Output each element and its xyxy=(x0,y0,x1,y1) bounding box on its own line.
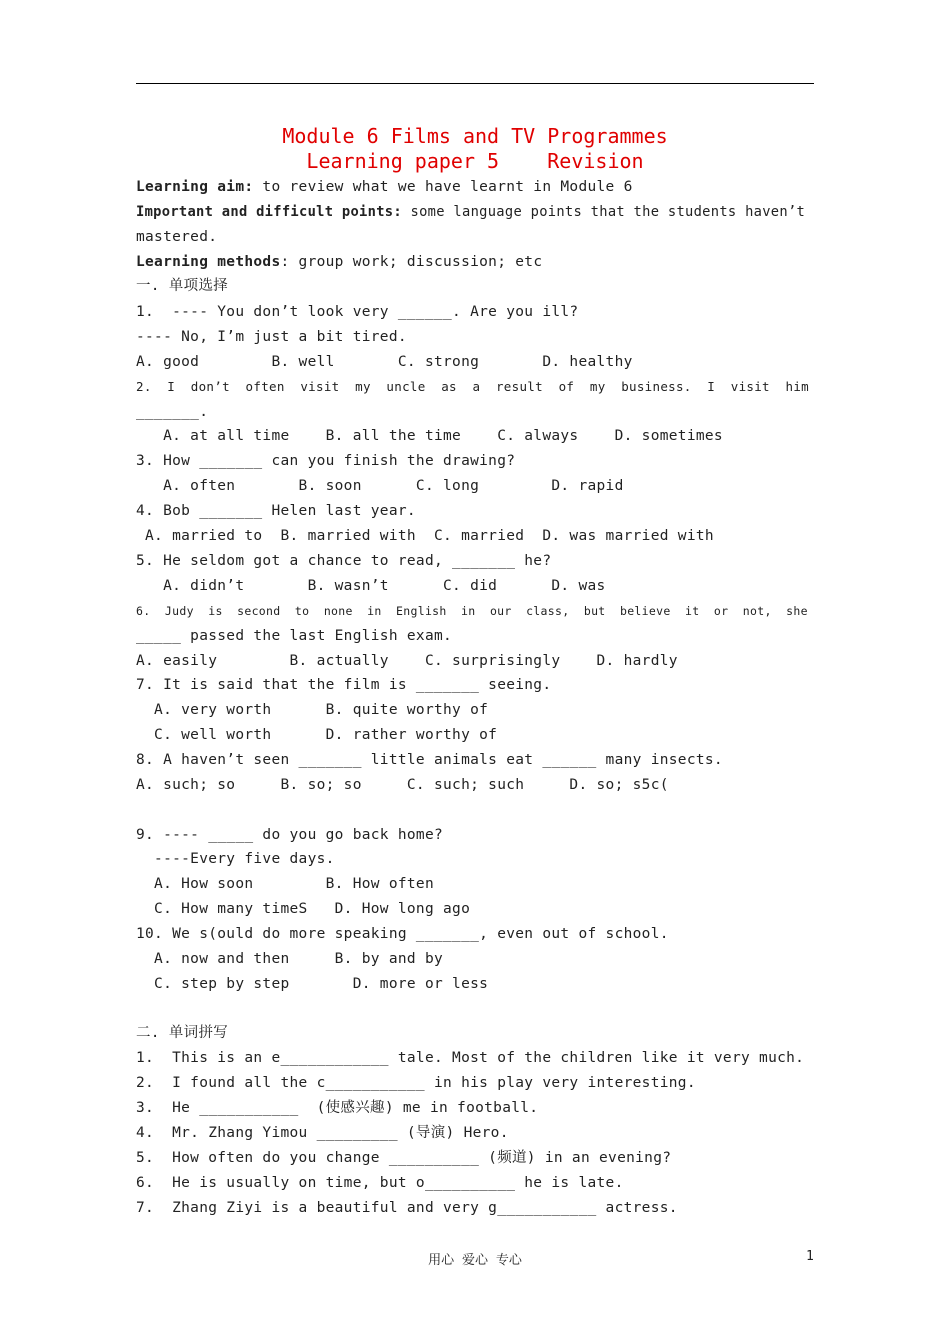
q1-line-1: 1. ---- You don’t look very ______. Are you ill? xyxy=(136,304,579,320)
aim-text: to review what we have learnt in Module 6 xyxy=(253,179,633,195)
q5-line: 5. He seldom got a chance to read, _______ he? xyxy=(136,553,552,569)
methods-label: Learning methods xyxy=(136,254,281,270)
methods-text: : group work; discussion; etc xyxy=(280,254,543,270)
spelling-7: 7. Zhang Ziyi is a beautiful and very g___________ actress. xyxy=(136,1200,678,1216)
q4-line: 4. Bob _______ Helen last year. xyxy=(136,503,416,519)
important-points-cont: mastered. xyxy=(136,229,218,245)
spelling-1: 1. This is an e____________ tale. Most of the children like it very much. xyxy=(136,1050,805,1066)
q10-options-1: A. now and then B. by and by xyxy=(136,951,444,967)
q10-options-2: C. step by step D. more or less xyxy=(136,976,489,992)
q9-options-2: C. How many timeS D. How long ago xyxy=(136,901,471,917)
spelling-3: 3. He ___________ (使感兴趣) me in football. xyxy=(136,1100,539,1116)
q5-options: A. didn’t B. wasn’t C. did D. was xyxy=(136,578,606,594)
q9-line-1: 9. ---- _____ do you go back home? xyxy=(136,827,444,843)
section-2-title: 二. 单词拼写 xyxy=(136,1025,229,1041)
q6-options: A. easily B. actually C. surprisingly D. hardly xyxy=(136,653,678,669)
q6-line-2: _____ passed the last English exam. xyxy=(136,628,453,644)
q7-options-1: A. very worth B. quite worthy of xyxy=(136,702,489,718)
page-number: 1 xyxy=(806,1249,814,1264)
q2-line-1: 2. I don’t often visit my uncle as a result of my business. I visit him xyxy=(136,379,810,394)
q8-options: A. such; so B. so; so C. such; such D. so; s5c( xyxy=(136,777,669,793)
q1-line-2: ---- No, I’m just a bit tired. xyxy=(136,329,407,345)
points-text: some language points that the students haven’t xyxy=(401,204,806,220)
section-1-title: 一. 单项选择 xyxy=(136,278,229,294)
learning-methods xyxy=(136,252,542,272)
q9-line-2: ----Every five days. xyxy=(136,851,335,867)
spelling-2: 2. I found all the c___________ in his play very interesting. xyxy=(136,1075,696,1091)
spelling-4: 4. Mr. Zhang Yimou _________ (导演) Hero. xyxy=(136,1125,509,1141)
learning-aim xyxy=(136,177,633,197)
important-points xyxy=(136,202,805,222)
header-rule xyxy=(136,83,814,84)
q3-line: 3. How _______ can you finish the drawing? xyxy=(136,453,516,469)
q9-options-1: A. How soon B. How often xyxy=(136,876,434,892)
spelling-6: 6. He is usually on time, but o__________ he is late. xyxy=(136,1175,624,1191)
q7-options-2: C. well worth D. rather worthy of xyxy=(136,727,498,743)
q7-line: 7. It is said that the film is _______ seeing. xyxy=(136,677,552,693)
q2-options: A. at all time B. all the time C. always D. sometimes xyxy=(136,428,723,444)
q10-line: 10. We s(ould do more speaking _______, even out of school. xyxy=(136,926,669,942)
q4-options: A. married to B. married with C. married D. was married with xyxy=(136,528,714,544)
title-line-1: Module 6 Films and TV Programmes xyxy=(282,124,668,148)
page-footer: 用心 爱心 专心 xyxy=(428,1253,522,1268)
points-label: Important and difficult points: xyxy=(136,204,402,220)
q3-options: A. often B. soon C. long D. rapid xyxy=(136,478,624,494)
spelling-5: 5. How often do you change __________ (频道) in an evening? xyxy=(136,1150,672,1166)
q6-line-1: 6. Judy is second to none in English in our class, but believe it or not, she xyxy=(136,604,808,618)
q1-options: A. good B. well C. strong D. healthy xyxy=(136,354,633,370)
aim-label: Learning aim: xyxy=(136,179,254,195)
title-line-2: Learning paper 5 Revision xyxy=(306,149,644,173)
q8-line: 8. A haven’t seen _______ little animals eat ______ many insects. xyxy=(136,752,723,768)
q2-line-2: _______. xyxy=(136,404,209,420)
